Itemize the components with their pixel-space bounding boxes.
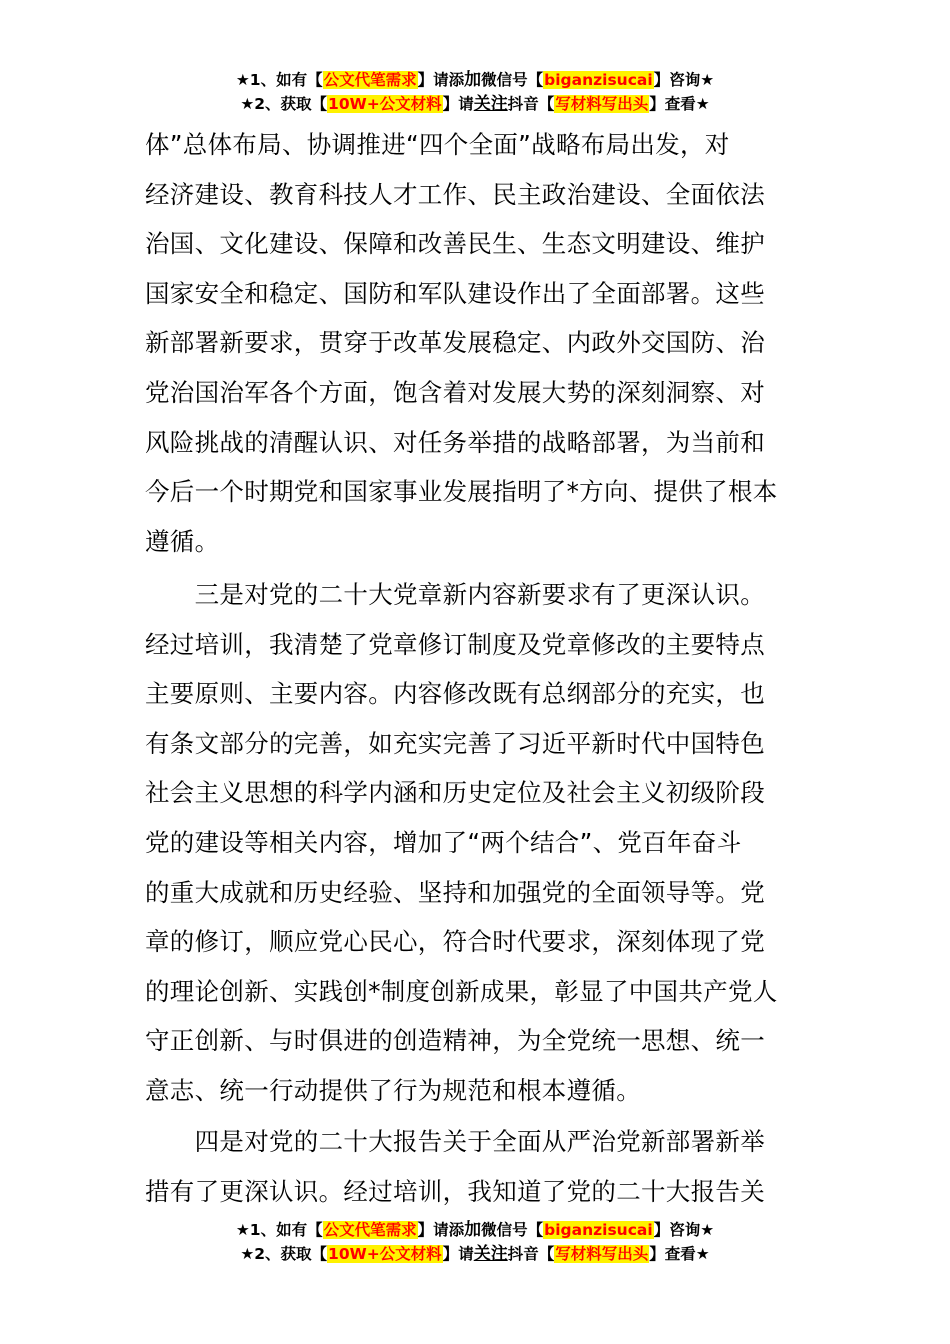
- paragraph-point-three: [145, 570, 810, 1116]
- banner-text: 微信号【: [481, 71, 544, 89]
- text-line: 经过培训，我清楚了党章修订制度及党章修改的主要特点: [145, 629, 765, 659]
- banner-line-2: [0, 1242, 950, 1266]
- banner-text: 抖音【: [507, 95, 555, 113]
- text-line: 社会主义思想的科学内涵和历史定位及社会主义初级阶段: [145, 778, 765, 808]
- text-line: 有条文部分的完善，如充实完善了习近平新时代中国特色: [145, 728, 765, 758]
- text-line: 党治国治军各个方面，饱含着对发展大势的深刻洞察、对: [145, 377, 765, 407]
- text-line: 今后一个时期党和国家事业发展指明了*方向、提供了根本: [145, 477, 778, 507]
- text-line: 措有了更深认识。经过培训，我知道了党的二十大报告关: [145, 1176, 765, 1206]
- banner-text: 】请添: [417, 71, 465, 89]
- text-line: 意志、统一行动提供了行为规范和根本遵循。: [145, 1075, 641, 1105]
- text-line: 的重大成就和历史经验、坚持和加强党的全面领导等。党: [145, 877, 765, 907]
- text-line: 治国、文化建设、保障和改善民生、生态文明建设、维护: [145, 229, 765, 259]
- header-banner: [0, 68, 950, 116]
- text-line: 党的建设等相关内容，增加了“两个结合”、党百年奋斗: [145, 827, 742, 857]
- banner-highlight: 公文代笔需求: [323, 71, 417, 89]
- banner-text: 抖音【: [507, 1245, 555, 1263]
- text-line: 遵循。: [145, 526, 220, 556]
- text-line: 章的修订，顺应党心民心，符合时代要求，深刻体现了党: [145, 927, 765, 957]
- banner-text: 】查看★: [649, 95, 710, 113]
- banner-text: 】咨询★: [653, 71, 715, 89]
- banner-text: 】请: [442, 1245, 474, 1263]
- banner-highlight: 公文代笔需求: [323, 1221, 417, 1239]
- text-line: 守正创新、与时俱进的创造精神，为全党统一思想、统一: [145, 1026, 765, 1056]
- banner-text: 加: [464, 70, 482, 90]
- banner-text: 加: [464, 1220, 482, 1240]
- banner-text: 微信号【: [481, 1221, 544, 1239]
- banner-line-1: [0, 68, 950, 92]
- text-line: 经济建设、教育科技人才工作、民主政治建设、全面依法: [145, 179, 765, 209]
- paragraph-continuation: [145, 120, 810, 566]
- text-line: 新部署新要求，贯穿于改革发展稳定、内政外交国防、治: [145, 328, 765, 358]
- banner-text: 】咨询★: [653, 1221, 715, 1239]
- text-line: 三是对党的二十大党章新内容新要求有了更深认识。: [145, 580, 765, 609]
- footer-banner: [0, 1218, 950, 1266]
- banner-text: 】请: [442, 95, 474, 113]
- text-line: 主要原则、主要内容。内容修改既有总纲部分的充实，也: [145, 679, 765, 709]
- banner-text: ★1、如有【: [235, 1221, 323, 1239]
- banner-text: 关注: [473, 1244, 508, 1264]
- banner-highlight: biganzisucai: [544, 1221, 653, 1239]
- banner-text: ★1、如有【: [235, 71, 323, 89]
- banner-text: 】查看★: [649, 1245, 710, 1263]
- text-line: 四是对党的二十大报告关于全面从严治党新部署新举: [145, 1127, 765, 1156]
- text-line: 国家安全和稳定、国防和军队建设作出了全面部署。这些: [145, 278, 765, 308]
- text-line: 风险挑战的清醒认识、对任务举措的战略部署，为当前和: [145, 427, 765, 457]
- banner-highlight: 写材料写出头: [555, 1245, 649, 1263]
- banner-text: 关注: [473, 94, 508, 114]
- banner-line-1: [0, 1218, 950, 1242]
- banner-highlight: 10W+公文材料: [328, 95, 442, 113]
- text-line: 的理论创新、实践创*制度创新成果，彰显了中国共产党人: [145, 976, 778, 1006]
- paragraph-point-four: [145, 1117, 810, 1216]
- text-line: 体”总体布局、协调推进“四个全面”战略布局出发，对: [145, 130, 730, 159]
- banner-highlight: 写材料写出头: [555, 95, 649, 113]
- banner-text: 】请添: [417, 1221, 465, 1239]
- banner-highlight: biganzisucai: [544, 71, 653, 89]
- banner-line-2: [0, 92, 950, 116]
- banner-text: ★2、获取【: [240, 95, 328, 113]
- banner-highlight: 10W+公文材料: [328, 1245, 442, 1263]
- banner-text: ★2、获取【: [240, 1245, 328, 1263]
